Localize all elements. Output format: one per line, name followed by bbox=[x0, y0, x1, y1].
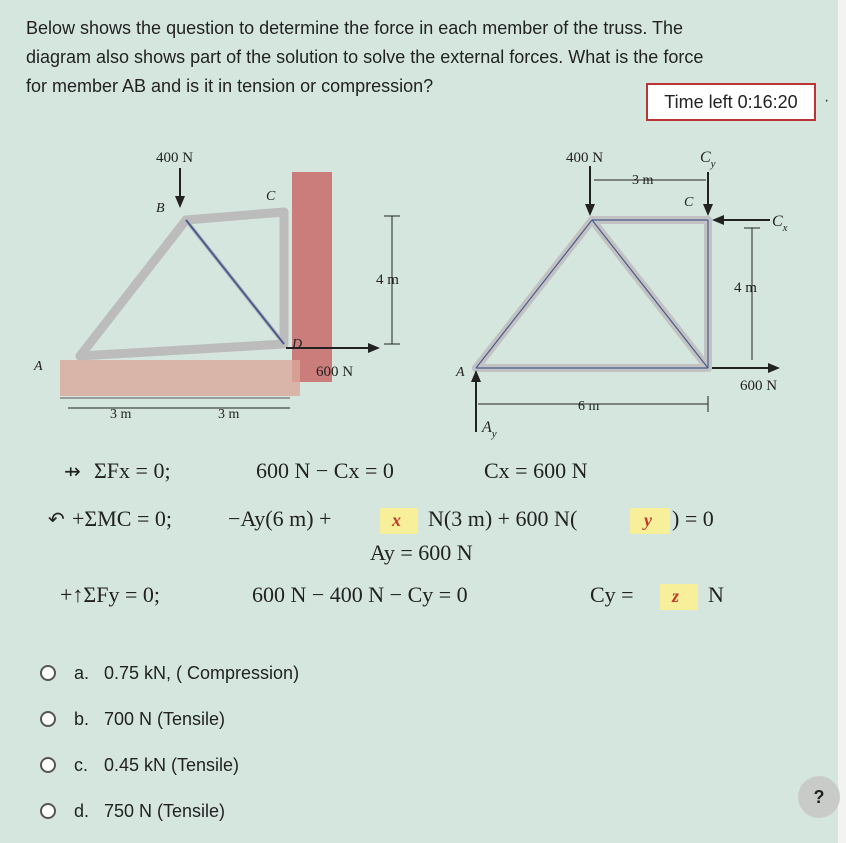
eq1-right: Cx = 600 N bbox=[484, 458, 588, 483]
answer-options bbox=[40, 650, 299, 834]
option-d[interactable] bbox=[40, 788, 299, 834]
left-load-label: 400 N bbox=[156, 150, 194, 166]
option-text: 700 N (Tensile) bbox=[104, 708, 226, 729]
left-label-d: D bbox=[292, 337, 303, 352]
left-label-c: C bbox=[266, 189, 276, 204]
eq2-a: −Ay(6 m) + bbox=[228, 506, 332, 531]
eq2-c: ) = 0 bbox=[672, 506, 714, 531]
right-ay-label: $A_y$ bbox=[482, 419, 497, 440]
left-force-label: 600 N bbox=[316, 364, 354, 380]
option-b[interactable] bbox=[40, 696, 299, 742]
timer-dot: · bbox=[824, 92, 830, 109]
question-line-2: diagram also shows part of the solution to solve the external forces. What is the force bbox=[26, 47, 704, 67]
left-height-label: 4 m bbox=[376, 272, 399, 288]
eq3: Ay = 600 N bbox=[370, 540, 473, 565]
question-line-1: Below shows the question to determine the force in each member of the truss. The bbox=[26, 18, 684, 38]
eq2-sign: ↶ bbox=[48, 509, 65, 531]
x-placeholder: x bbox=[392, 510, 401, 530]
eq1-left: ΣFx = 0; bbox=[94, 458, 171, 483]
radio-icon[interactable] bbox=[40, 665, 56, 681]
left-label-b: B bbox=[156, 201, 165, 216]
eq4-mid: 600 N − 400 N − Cy = 0 bbox=[252, 582, 468, 607]
right-cy-label: $C_y$ bbox=[700, 149, 716, 170]
radio-icon[interactable] bbox=[40, 757, 56, 773]
y-placeholder: y bbox=[644, 510, 652, 530]
option-letter: d. bbox=[74, 800, 90, 821]
left-truss-figure bbox=[33, 150, 400, 422]
eq1-mid: 600 N − Cx = 0 bbox=[256, 458, 394, 483]
eq4-unit: N bbox=[708, 582, 724, 607]
right-truss-figure bbox=[455, 149, 788, 440]
help-button[interactable]: ? bbox=[798, 776, 840, 818]
right-load-label: 400 N bbox=[566, 150, 604, 166]
left-label-a: A bbox=[34, 359, 43, 374]
option-a[interactable] bbox=[40, 650, 299, 696]
time-left-timer: Time left 0:16:20 bbox=[646, 83, 816, 121]
right-top-span: 3 m bbox=[632, 173, 654, 188]
radio-icon[interactable] bbox=[40, 711, 56, 727]
eq4-right: Cy = bbox=[590, 582, 634, 607]
eq2-left: +ΣMC = 0; bbox=[72, 506, 172, 531]
right-height-label: 4 m bbox=[734, 280, 757, 296]
left-span-2: 3 m bbox=[218, 407, 240, 422]
truss-figure bbox=[0, 120, 838, 640]
right-label-a: A bbox=[456, 365, 465, 380]
option-text: 0.75 kN, ( Compression) bbox=[104, 662, 300, 683]
right-cx-label: $C_x$ bbox=[772, 213, 788, 234]
left-span-1: 3 m bbox=[110, 407, 132, 422]
eq2-b: N(3 m) + 600 N( bbox=[428, 506, 578, 531]
right-force-label: 600 N bbox=[740, 378, 778, 394]
right-label-c: C bbox=[684, 195, 694, 210]
option-text: 750 N (Tensile) bbox=[104, 800, 226, 821]
option-letter: a. bbox=[74, 662, 90, 683]
ground bbox=[60, 360, 300, 396]
radio-icon[interactable] bbox=[40, 803, 56, 819]
option-letter: b. bbox=[74, 708, 90, 729]
eq4-left: +↑ΣFy = 0; bbox=[60, 582, 160, 607]
equations bbox=[48, 458, 724, 610]
option-c[interactable] bbox=[40, 742, 299, 788]
option-letter: c. bbox=[74, 754, 89, 775]
z-placeholder: z bbox=[672, 586, 680, 606]
question-line-3: for member AB and is it in tension or compression? bbox=[26, 76, 434, 96]
option-text: 0.45 kN (Tensile) bbox=[104, 754, 240, 775]
right-bottom-span: 6 m bbox=[578, 399, 600, 414]
eq1-sign: ⇸ bbox=[64, 461, 81, 483]
